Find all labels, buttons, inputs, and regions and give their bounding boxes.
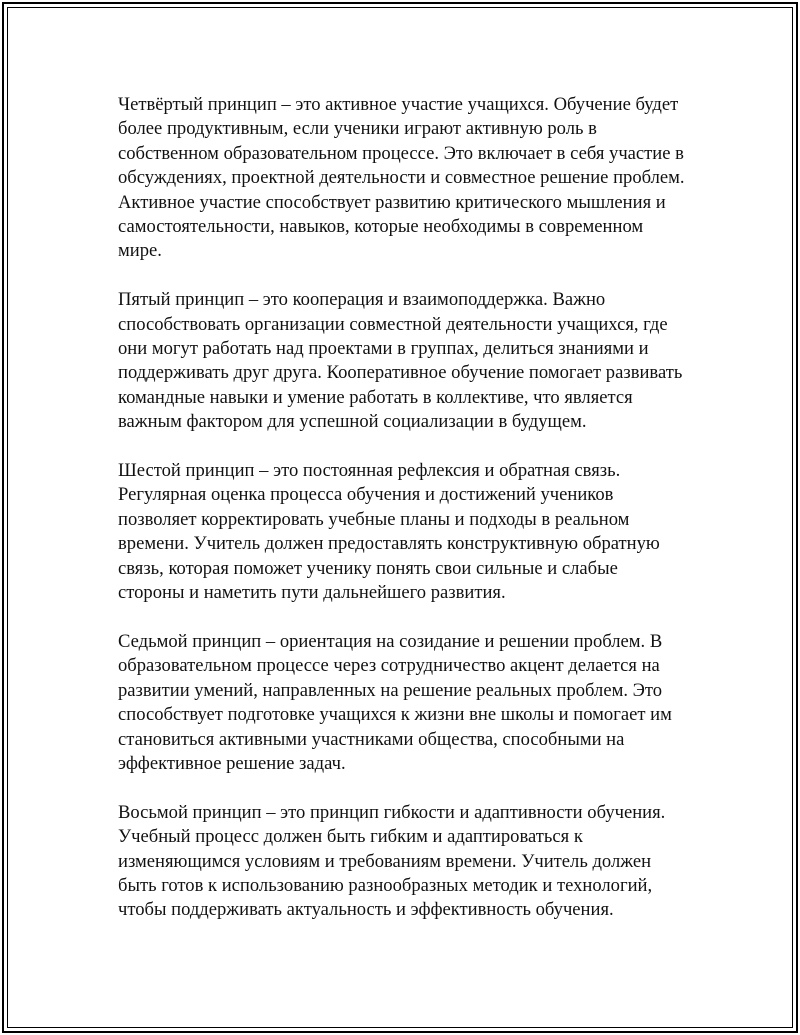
document-body xyxy=(118,93,688,947)
paragraph-principle-4: Четвёртый принцип – это активное участие учащихся. Обучение будет более продуктивным, если ученики играют активную роль в собственном образовательном процессе. Это включает в себя участие в обсуждениях, проектной деятельности и совместное решение проблем. Активное участие способствует развитию критического мышления и самостоятельности, навыков, которые необходимы в современном мире. xyxy=(118,94,685,262)
paragraph-principle-7: Седьмой принцип – ориентация на созидание и решении проблем. В образовательном процессе через сотрудничество акцент делается на развитии умений, направленных на решение реальных проблем. Это способствует подготовке учащихся к жизни вне школы и помогает им становиться активными участниками общества, способными на эффективное решение задач. xyxy=(118,630,672,774)
paragraph-principle-8: Восьмой принцип – это принцип гибкости и адаптивности обучения. Учебный процесс должен быть гибким и адаптироваться к изменяющимся условиям и требованиям времени. Учитель должен быть готов к использованию разнообразных методик и технологий, чтобы поддерживать актуальность и эффективность обучения. xyxy=(118,801,666,921)
paragraph-principle-6: Шестой принцип – это постоянная рефлексия и обратная связь. Регулярная оценка процесса обучения и достижений учеников позволяет корректировать учебные планы и подходы в реальном времени. Учитель должен предоставлять конструктивную обратную связь, которая поможет ученику понять свои сильные и слабые стороны и наметить пути дальнейшего развития. xyxy=(118,460,660,604)
paragraph-principle-5: Пятый принцип – это кооперация и взаимоподдержка. Важно способствовать организации совместной деятельности учащихся, где они могут работать над проектами в группах, делиться знаниями и поддерживать друг друга. Кооперативное обучение помогает развивать командные навыки и умение работать в коллективе, что является важным фактором для успешной социализации в будущем. xyxy=(118,289,683,433)
